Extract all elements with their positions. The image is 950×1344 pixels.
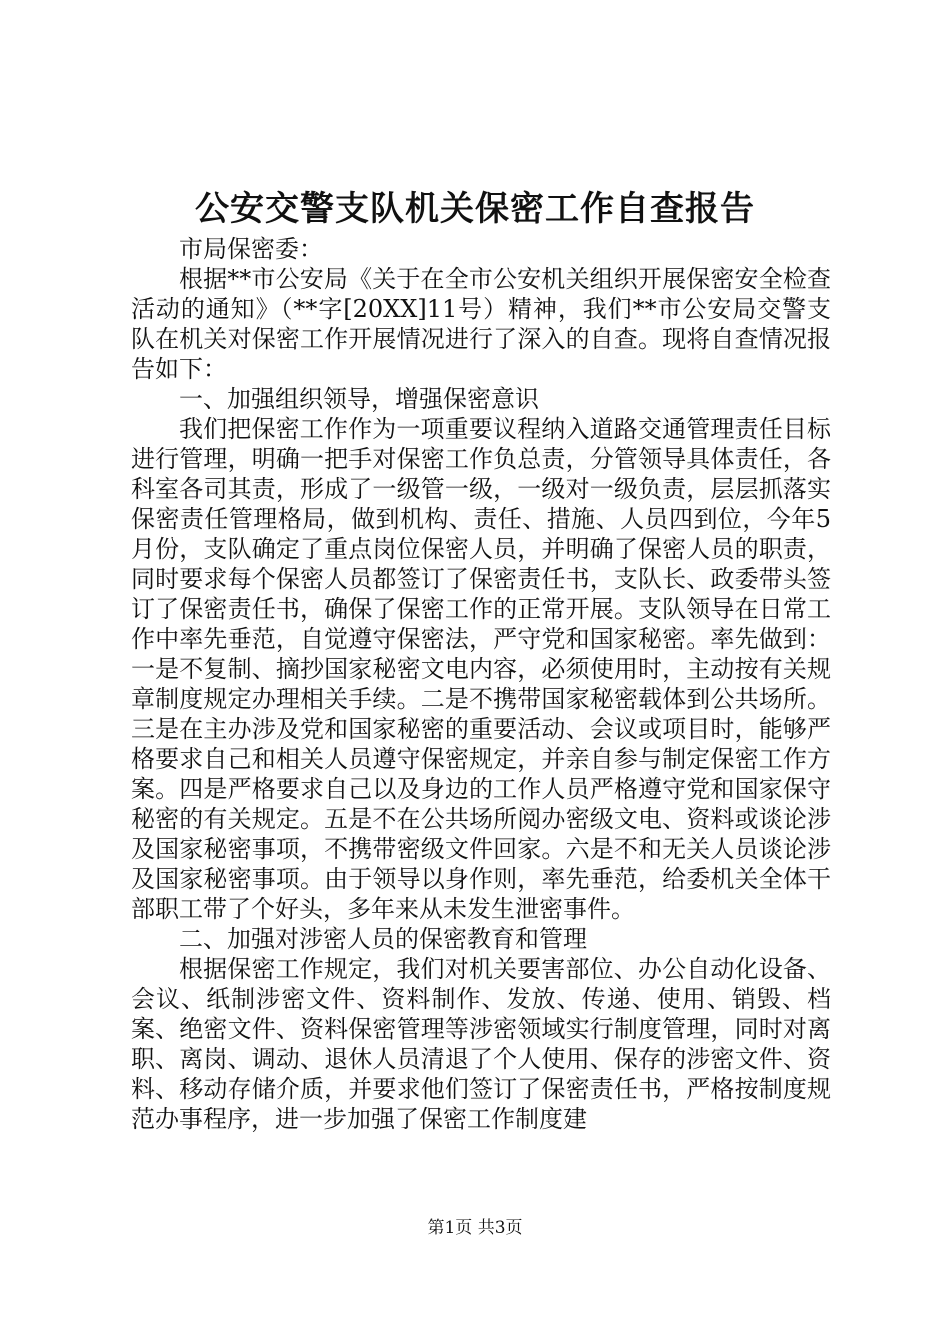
section-1-paragraph: 我们把保密工作作为一项重要议程纳入道路交通管理责任目标进行管理，明确一把手对保密工作负总责，分管领导具体责任，各科室各司其责，形成了一级管一级，一级对一级负责，层层抓落实保密责任管理格局，做到机构、责任、措施、人员四到位，今年5月份，支队确定了重点岗位保密人员，并明确了保密人员的职责，同时要求每个保密人员都签订了保密责任书，支队长、政委带头签订了保密责任书，确保了保密工作的正常开展。支队领导在日常工作中率先垂范，自觉遵守保密法，严守党和国家秘密。率先做到：一是不复制、摘抄国家秘密文电内容，必须使用时，主动按有关规章制度规定办理相关手续。二是不携带国家秘密载体到公共场所。三是在主办涉及党和国家秘密的重要活动、会议或项目时，能够严格要求自己和相关人员遵守保密规定，并亲自参与制定保密工作方案。四是严格要求自己以及身边的工作人员严格遵守党和国家保守秘密的有关规定。五是不在公共场所阅办密级文电、资料或谈论涉及国家秘密事项，不携带密级文件回家。六是不和无关人员谈论涉及国家秘密事项。由于领导以身作则，率先垂范，给委机关全体干部职工带了个好头，多年来从未发生泄密事件。 <box>131 415 831 923</box>
section-2-paragraph: 根据保密工作规定，我们对机关要害部位、办公自动化设备、会议、纸制涉密文件、资料制作、发放、传递、使用、销毁、档案、绝密文件、资料保密管理等涉密领域实行制度管理，同时对离职、离岗、调动、退休人员清退了个人使用、保存的涉密文件、资料、移动存储介质，并要求他们签订了保密责任书，严格按制度规范办事程序，进一步加强了保密工作制度建 <box>131 955 831 1133</box>
section-heading-1: 一、加强组织领导，增强保密意识 <box>179 385 539 413</box>
document-title: 公安交警支队机关保密工作自查报告 <box>195 189 755 229</box>
intro-paragraph: 根据**市公安局《关于在全市公安机关组织开展保密安全检查活动的通知》（**字[20XX]11号）精神，我们**市公安局交警支队在机关对保密工作开展情况进行了深入的自查。现将自查情况报告如下： <box>131 265 831 383</box>
salutation: 市局保密委： <box>179 235 323 263</box>
document-body <box>131 234 831 1134</box>
section-heading-2: 二、加强对涉密人员的保密教育和管理 <box>179 925 587 953</box>
page-footer: 第1页 共3页 <box>427 1218 523 1238</box>
